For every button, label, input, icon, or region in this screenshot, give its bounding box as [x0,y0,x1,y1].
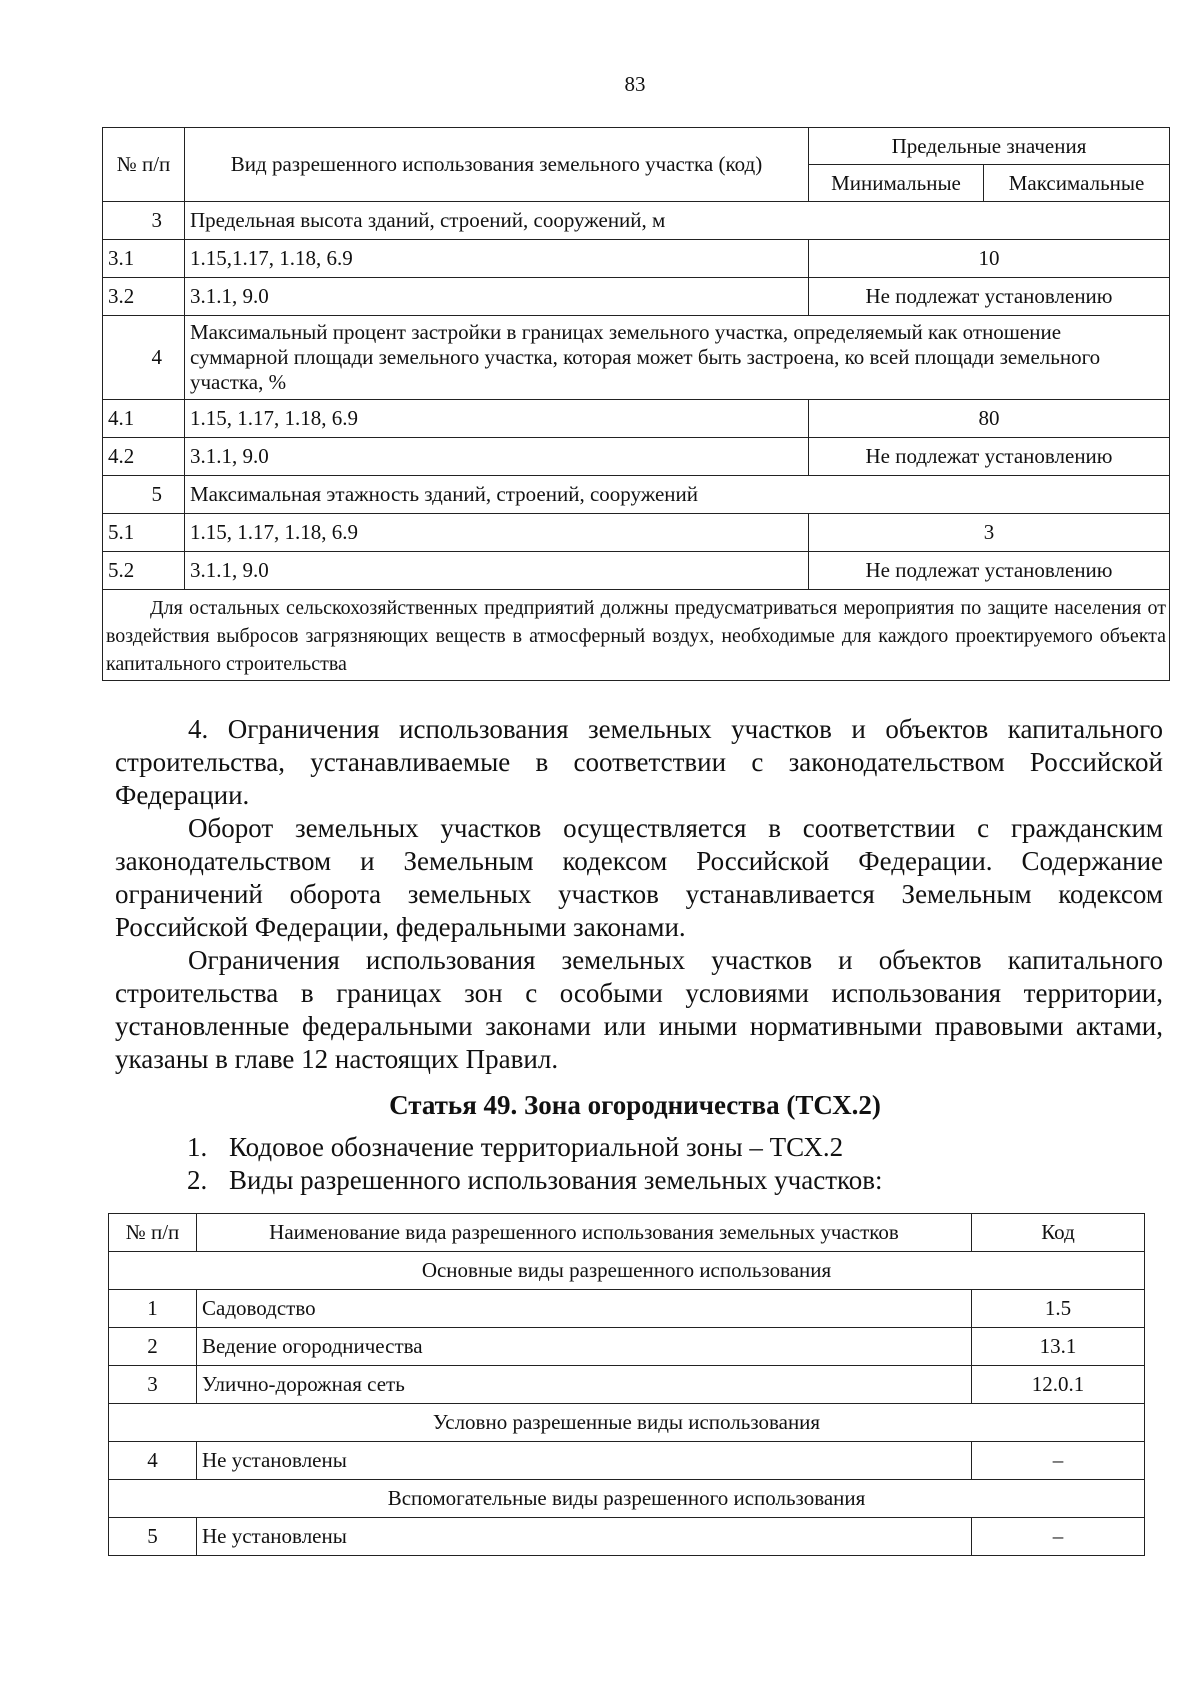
row-value: 10 [809,240,1170,278]
table-row [109,1442,1145,1480]
row-num: 5.2 [103,552,185,590]
row-num: 4 [109,1442,197,1480]
table-row [103,240,1170,278]
list-item [187,1131,883,1164]
row-value: 3 [809,514,1170,552]
row-code: 12.0.1 [972,1366,1145,1404]
header-min: Минимальные [809,165,984,202]
numbered-list [187,1131,883,1197]
paragraph: Оборот земельных участков осуществляется в соответствии с гражданским законодательством и Земельным кодексом Российской Федерации. Содержание ограничений оборота земельных участков устанавливается Земельным кодексом Российской Федерации, федеральными законами. [115,813,1163,942]
row-name: Не установлены [197,1518,972,1556]
row-num: 5 [109,1518,197,1556]
row-code: – [972,1442,1145,1480]
row-value: Не подлежат установлению [809,438,1170,476]
table-note-text: Для остальных сельскохозяйственных предприятий должны предусматриваться мероприятия по защите населения от воздействия выбросов загрязняющих веществ в атмосферный воздух, необходимые для каждого проектируемого объекта капитального строительства [106,597,1167,675]
row-value: Не подлежат установлению [809,278,1170,316]
paragraph: 4. Ограничения использования земельных участков и объектов капитального строительства, устанавливаемые в соответствии с законодательством Российской Федерации. [115,714,1163,810]
section-row [109,1480,1145,1518]
table-row [103,476,1170,514]
table-row [109,1328,1145,1366]
table-row [103,552,1170,590]
body-text [115,713,1163,1076]
header-kind: Вид разрешенного использования земельного участка (код) [185,128,809,202]
row-value: 80 [809,400,1170,438]
row-num: 4 [103,316,185,400]
row-code: – [972,1518,1145,1556]
row-num: 5 [103,476,185,514]
row-codes: 1.15, 1.17, 1.18, 6.9 [185,400,809,438]
list-item-number: 1. [187,1132,208,1162]
table-row [103,202,1170,240]
list-item-text: Виды разрешенного использования земельных участков: [229,1165,883,1195]
section-row [109,1404,1145,1442]
row-text: Предельная высота зданий, строений, сооружений, м [185,202,1170,240]
paragraph: Ограничения использования земельных участков и объектов капитального строительства в границах зон с особыми условиями использования территории, установленные федеральными законами или иными нормативными правовыми актами, указаны в главе 12 настоящих Правил. [115,945,1163,1074]
row-value: Не подлежат установлению [809,552,1170,590]
row-name: Ведение огородничества [197,1328,972,1366]
row-code: 1.5 [972,1290,1145,1328]
section-auxiliary: Вспомогательные виды разрешенного использования [109,1480,1145,1518]
row-codes: 3.1.1, 9.0 [185,552,809,590]
row-num: 3.1 [103,240,185,278]
list-item-number: 2. [187,1165,208,1195]
row-code: 13.1 [972,1328,1145,1366]
table-row [103,514,1170,552]
row-text: Максимальная этажность зданий, строений, сооружений [185,476,1170,514]
header-code: Код [972,1214,1145,1252]
permitted-uses-table [108,1213,1145,1556]
limits-table [102,127,1170,681]
header-num: № п/п [103,128,185,202]
table-row [103,278,1170,316]
list-item [187,1164,883,1197]
table-row [109,1518,1145,1556]
row-text: Максимальный процент застройки в границах земельного участка, определяемый как отношение суммарной площади земельного участка, которая может быть застроена, ко всей площади земельного участка, % [185,316,1170,400]
row-name: Садоводство [197,1290,972,1328]
table-note [103,590,1170,681]
row-codes: 3.1.1, 9.0 [185,438,809,476]
row-num: 3 [109,1366,197,1404]
header-name: Наименование вида разрешенного использования земельных участков [197,1214,972,1252]
row-num: 3.2 [103,278,185,316]
row-name: Улично-дорожная сеть [197,1366,972,1404]
table-row [109,1290,1145,1328]
row-codes: 1.15,1.17, 1.18, 6.9 [185,240,809,278]
table-row [103,400,1170,438]
row-num: 3 [103,202,185,240]
table-row [103,316,1170,400]
article-heading: Статья 49. Зона огородничества (ТСХ.2) [389,1090,881,1120]
row-num: 2 [109,1328,197,1366]
table-note-row [103,590,1170,681]
table-row [103,438,1170,476]
table-row [109,1366,1145,1404]
row-num: 4.2 [103,438,185,476]
page-number: 83 [624,72,646,96]
header-max: Максимальные [984,165,1170,202]
table-header-row [109,1214,1145,1252]
table-header-row [103,128,1170,165]
row-name: Не установлены [197,1442,972,1480]
row-codes: 3.1.1, 9.0 [185,278,809,316]
section-row [109,1252,1145,1290]
section-main: Основные виды разрешенного использования [109,1252,1145,1290]
section-conditional: Условно разрешенные виды использования [109,1404,1145,1442]
row-num: 5.1 [103,514,185,552]
header-num: № п/п [109,1214,197,1252]
row-num: 4.1 [103,400,185,438]
list-item-text: Кодовое обозначение территориальной зоны – ТСХ.2 [229,1132,844,1162]
row-codes: 1.15, 1.17, 1.18, 6.9 [185,514,809,552]
row-num: 1 [109,1290,197,1328]
header-limits: Предельные значения [809,128,1170,165]
